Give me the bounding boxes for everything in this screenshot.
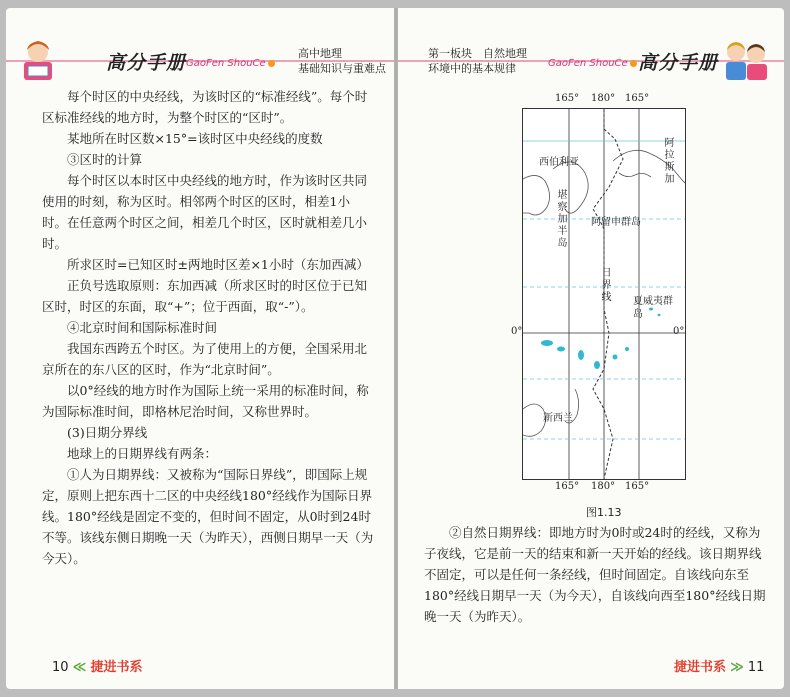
label-kamchatka: 堪察加半岛 <box>555 189 566 249</box>
brand-title: 高分手册 <box>638 52 719 74</box>
student-mascot-icon <box>18 38 58 82</box>
right-body-text <box>424 522 768 627</box>
label-hawaii: 夏威夷群岛 <box>633 296 673 320</box>
bottom-label-165-west: 165° <box>555 481 580 492</box>
paragraph: 正负号选取原则：东加西减（所求区时的时区位于已知区时，时区的东面，取“+”；位于西面，取“-”）。 <box>42 278 368 314</box>
series-line-1: 高中地理 <box>298 47 342 60</box>
top-label-165-east: 165° <box>625 93 650 104</box>
equator-label-left: 0° <box>511 326 523 337</box>
paragraph: ②自然日期界线：即地方时为0时或24时的经线，又称为子夜线，它是前一天的结束和新一天开始的经线。该日期界线不固定，可以是任何一条经线，但时间固定。自该线向东至180°经线日期早一天（为今天），自该线向西至180°经线日期晚一天（为昨天）。 <box>424 525 766 624</box>
paragraph: 地球上的日期界线有两条： <box>67 446 218 461</box>
figure-caption: 图1.13 <box>586 506 622 519</box>
bottom-label-165-east: 165° <box>625 481 650 492</box>
right-footer <box>674 656 764 675</box>
bottom-label-180: 180° <box>591 481 616 492</box>
series-line-2: 环境中的基本规律 <box>428 62 516 75</box>
brand-english: GaoFen ShouCe <box>548 58 637 69</box>
label-new-zealand: 新西兰 <box>543 413 573 424</box>
label-dateline: 日界线 <box>599 267 610 303</box>
brand-title: 高分手册 <box>106 52 187 74</box>
series-line-1: 第一板块 自然地理 <box>428 47 527 60</box>
left-body-text <box>42 86 374 569</box>
paragraph: 每个时区的中央经线，为该时区的“标准经线”。每个时区标准经线的地方时，为整个时区的“区时”。 <box>42 89 368 125</box>
top-label-165-west: 165° <box>555 93 580 104</box>
left-header <box>6 30 394 86</box>
series-line-2: 基础知识与重难点 <box>298 62 386 75</box>
paragraph: ③区时的计算 <box>67 152 143 167</box>
header-series <box>428 46 527 76</box>
chevron-right-icon: ≫ <box>730 660 744 675</box>
equator-label-right: 0° <box>673 326 685 337</box>
paragraph: 所求区时=已知区时±两地时区差×1小时（东加西减） <box>67 257 369 272</box>
paragraph: 以0°经线的地方时作为国际上统一采用的标准时间，称为国际标准时间，即格林尼治时间，又称世界时。 <box>42 383 369 419</box>
orange-dot-icon <box>630 60 637 67</box>
top-label-180: 180° <box>591 93 616 104</box>
paragraph: 我国东西跨五个时区。为了使用上的方便，全国采用北京所在的东八区的区时，作为“北京时间”。 <box>42 341 368 377</box>
right-page <box>398 8 784 689</box>
label-aleutian: 阿留申群岛 <box>591 217 641 228</box>
left-footer <box>52 656 142 675</box>
page-number: 10 <box>52 660 69 675</box>
students-mascot-icon <box>720 38 774 82</box>
paragraph: ④北京时间和国际标准时间 <box>67 320 218 335</box>
brand-english: GaoFen ShouCe <box>186 58 275 69</box>
paragraph: ①人为日期界线：又被称为“国际日界线”，即国际上规定，原则上把东西十二区的中央经线180°经线作为国际日界线。180°经线是固定不变的，但时间不固定，从0时到24时不等。该线东侧日期晚一天（为昨天），西侧日期早一天（为今天）。 <box>42 467 374 566</box>
paragraph: (3)日期分界线 <box>67 425 148 440</box>
left-page <box>6 8 394 689</box>
orange-dot-icon <box>268 60 275 67</box>
label-alaska: 阿拉斯加 <box>662 137 673 185</box>
page-number: 11 <box>747 660 765 675</box>
dateline-map <box>511 93 686 492</box>
paragraph: 每个时区以本时区中央经线的地方时，作为该时区共同使用的时刻，称为区时。相邻两个时区的区时，相差1小时。在任意两个时区之间，相差几个时区，区时就相差几小时。 <box>42 173 368 251</box>
label-siberia: 西伯利亚 <box>539 157 579 168</box>
footer-brand: 捷进书系 <box>90 660 143 675</box>
chevron-left-icon: ≪ <box>72 660 87 675</box>
footer-brand: 捷进书系 <box>674 660 727 675</box>
header-series <box>298 46 386 76</box>
right-header <box>398 30 784 86</box>
paragraph: 某地所在时区数×15°=该时区中央经线的度数 <box>67 131 323 146</box>
